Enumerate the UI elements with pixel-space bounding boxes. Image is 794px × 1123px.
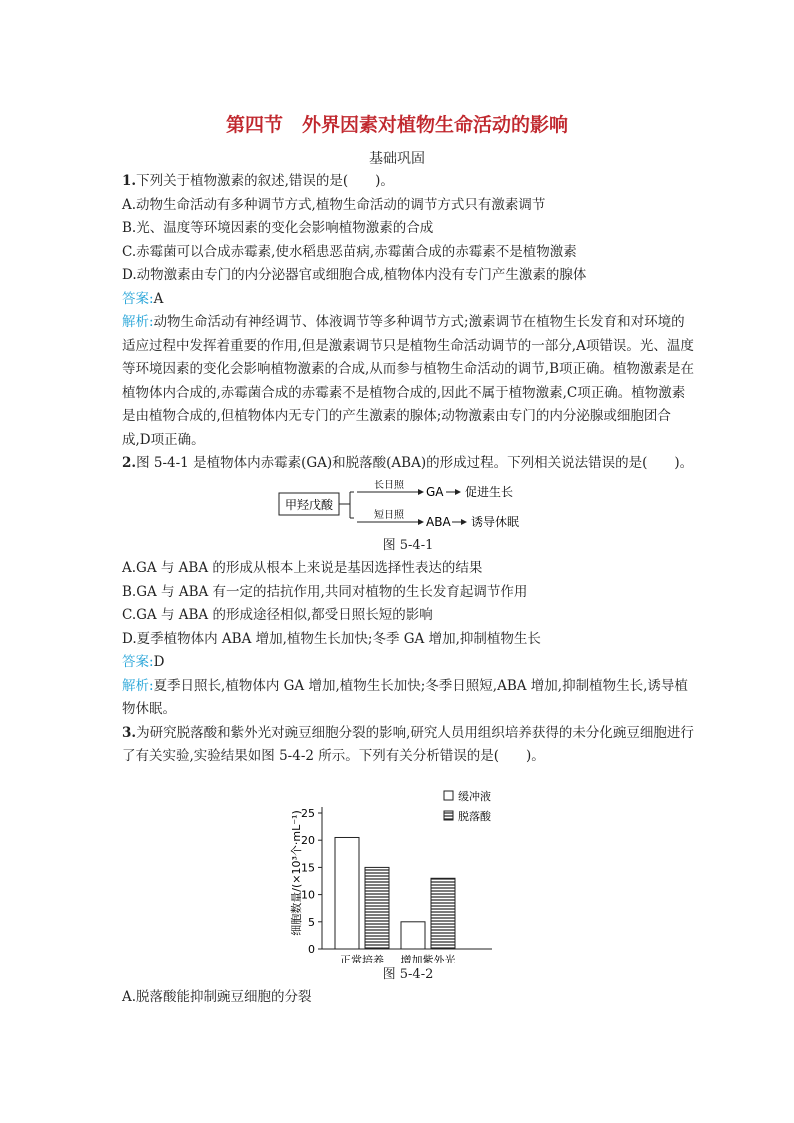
question-2-option-c: C.GA 与 ABA 的形成途径相似,都受日照长短的影响 bbox=[122, 607, 433, 623]
question-2-answer: 答案:D bbox=[122, 654, 165, 670]
question-3-stem: 3.为研究脱落酸和紫外光对豌豆细胞分裂的影响,研究人员用组织培养获得的未分化豌豆细胞进行了有关实验,实验结果如图 5-4-2 所示。下列有关分析错误的是( )。 bbox=[122, 724, 694, 764]
question-1-analysis: 解析:动物生命活动有神经调节、体液调节等多种调节方式;激素调节在植物生长发育和对环境的适应过程中发挥着重要的作用,但是激素调节只是植物生命活动调节的一部分,A项错误。光、温度等环境因素的变化会影响植物激素的合成,从而参与植物生命活动的调节,B项正确。植物激素是在植物体内合成的,赤霉菌合成的赤霉素不是植物合成的,因此不属于植物激素,C项正确。植物激素是由植物合成的,但植物体内无专门的产生激素的腺体;动物激素由专门的内分泌腺或细胞团合成,D项正确。 bbox=[122, 314, 695, 448]
question-content bbox=[122, 170, 694, 1010]
branch-bracket bbox=[339, 492, 354, 518]
y-axis-label: 细胞数量/(×10³个·mL⁻¹) bbox=[290, 809, 303, 936]
question-3-option-a: A.脱落酸能抑制豌豆细胞的分裂 bbox=[122, 989, 312, 1005]
branch2-arrowhead bbox=[418, 519, 424, 525]
question-2-option-d: D.夏季植物体内 ABA 增加,植物生长加快;冬季 GA 增加,抑制植物生长 bbox=[122, 630, 541, 647]
question-1-stem: 1.下列关于植物激素的叙述,错误的是( )。 bbox=[122, 173, 394, 189]
question-1-option-a: A.动物生命活动有多种调节方式,植物生命活动的调节方式只有激素调节 bbox=[122, 196, 546, 213]
bar-buffer bbox=[401, 921, 425, 948]
legend-label: 缓冲液 bbox=[458, 789, 491, 803]
figure-5-4-1-caption: 图 5-4-1 bbox=[382, 537, 434, 553]
legend-label: 脱落酸 bbox=[458, 809, 491, 823]
figure-5-4-1 bbox=[122, 480, 694, 532]
bar-aba bbox=[365, 867, 389, 949]
branch1-effect: 促进生长 bbox=[465, 484, 514, 499]
legend-swatch bbox=[444, 791, 453, 800]
branch2-effect-arrowhead bbox=[461, 519, 467, 525]
y-tick-label: 0 bbox=[308, 942, 315, 956]
branch1-arrowhead bbox=[418, 489, 424, 495]
y-tick-label: 20 bbox=[301, 833, 315, 847]
branch2-effect: 诱导休眠 bbox=[471, 514, 520, 529]
branch2-product: ABA bbox=[426, 514, 451, 529]
bar-chart bbox=[122, 773, 694, 963]
bar-buffer bbox=[335, 837, 359, 949]
y-tick-label: 5 bbox=[308, 915, 315, 929]
x-category-label: 增加紫外光 bbox=[400, 953, 456, 963]
figure-5-4-2 bbox=[122, 773, 694, 963]
question-1-option-b: B.光、温度等环境因素的变化会影响植物激素的合成 bbox=[122, 220, 434, 236]
question-1-answer: 答案:A bbox=[122, 290, 164, 307]
question-1-number: 1. bbox=[122, 173, 137, 189]
legend-swatch bbox=[444, 811, 453, 820]
section-heading: 基础巩固 bbox=[369, 151, 425, 167]
question-2-analysis: 解析:夏季日照长,植物体内 GA 增加,植物生长加快;冬季日照短,ABA 增加,抑制植物生长,诱导植物休眠。 bbox=[122, 677, 688, 717]
branch2-condition: 短日照 bbox=[374, 509, 404, 521]
question-3-number: 3. bbox=[122, 724, 137, 741]
question-2-option-b: B.GA 与 ABA 有一定的拮抗作用,共同对植物的生长发育起调节作用 bbox=[122, 583, 528, 600]
source-label: 甲羟戊酸 bbox=[284, 497, 334, 512]
y-tick-label: 25 bbox=[301, 806, 315, 820]
figure-5-4-2-caption: 图 5-4-2 bbox=[382, 966, 434, 982]
question-2-option-a: A.GA 与 ABA 的形成从根本上来说是基因选择性表达的结果 bbox=[122, 560, 483, 576]
question-1-option-d: D.动物激素由专门的内分泌器官或细胞合成,植物体内没有专门产生激素的腺体 bbox=[122, 267, 587, 283]
pathway-diagram bbox=[122, 480, 694, 532]
branch1-condition: 长日照 bbox=[374, 479, 404, 491]
page-title: 第四节 外界因素对植物生命活动的影响 bbox=[225, 114, 568, 136]
branch1-product: GA bbox=[426, 484, 444, 499]
bar-aba bbox=[431, 878, 455, 949]
y-tick-label: 15 bbox=[301, 860, 315, 874]
question-2-number: 2. bbox=[122, 455, 137, 471]
branch1-effect-arrowhead bbox=[455, 489, 461, 495]
x-category-label: 正常培养 bbox=[340, 953, 384, 963]
question-2-stem: 2.图 5-4-1 是植物体内赤霉素(GA)和脱落酸(ABA)的形成过程。下列相关说法错误的是( )。 bbox=[122, 455, 694, 471]
question-1-option-c: C.赤霉菌可以合成赤霉素,使水稻患恶苗病,赤霉菌合成的赤霉素不是植物激素 bbox=[122, 243, 577, 260]
y-tick-label: 10 bbox=[301, 888, 315, 902]
